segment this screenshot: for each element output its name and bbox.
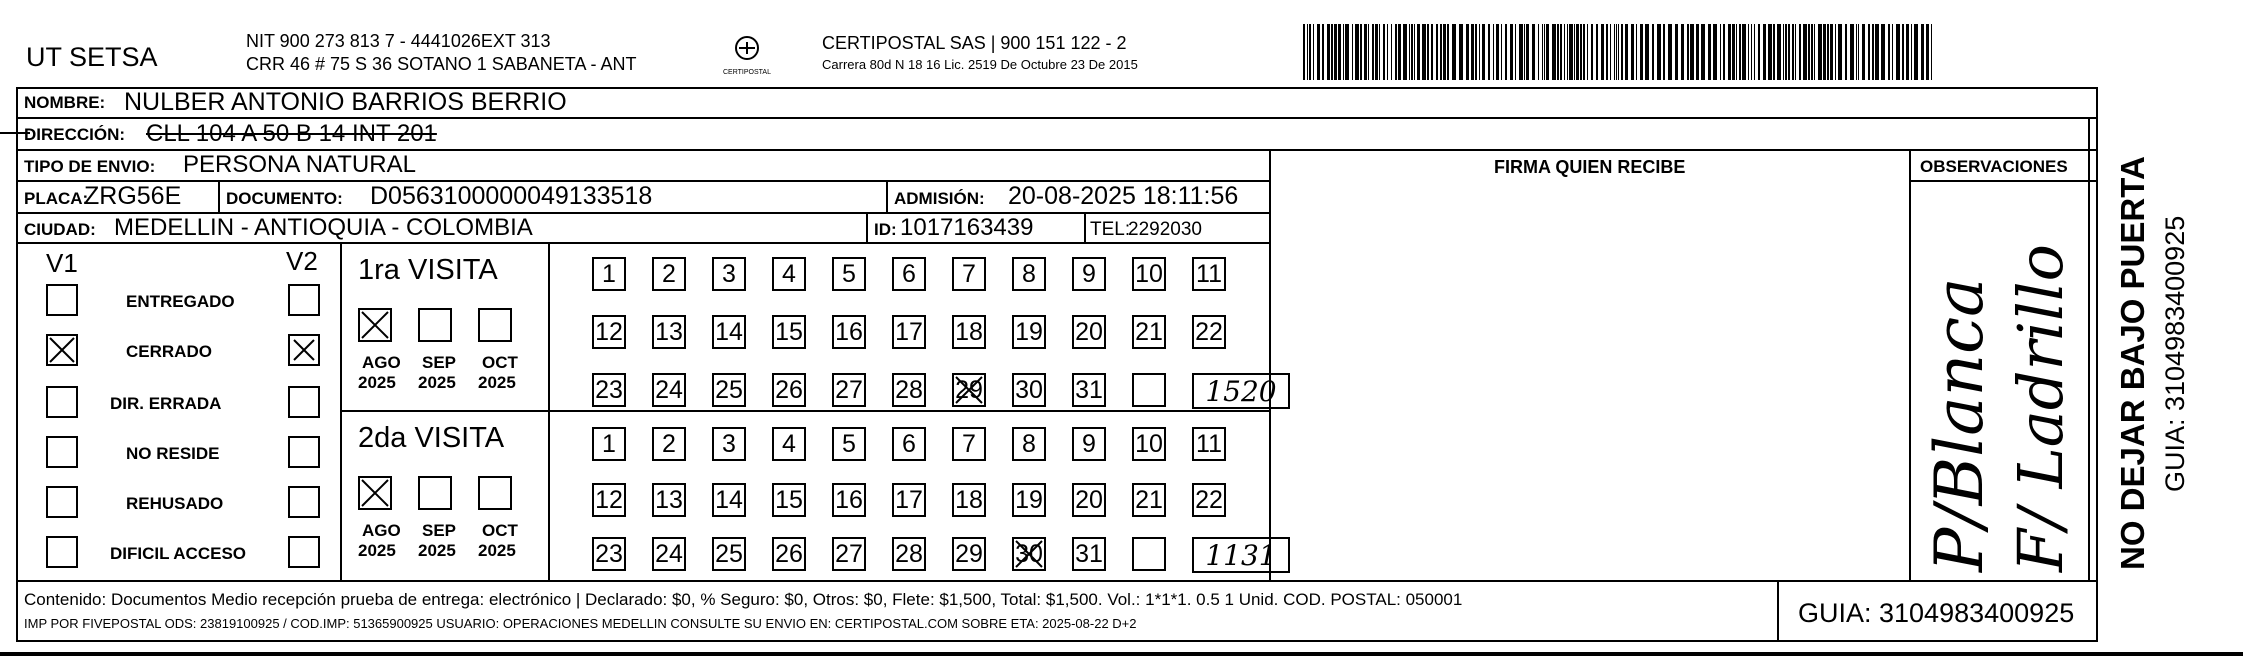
status-label: DIFICIL ACCESO bbox=[110, 544, 247, 563]
tipo-envio-value: PERSONA NATURAL bbox=[183, 151, 416, 178]
month-label: AGO bbox=[362, 521, 401, 540]
day-box[interactable]: 1 bbox=[592, 257, 626, 291]
day-box[interactable]: 2 bbox=[652, 427, 686, 461]
visit-time-box[interactable]: 1520 bbox=[1192, 373, 1290, 409]
firma-header: FIRMA QUIEN RECIBE bbox=[1494, 157, 1686, 177]
v2-checkbox[interactable] bbox=[288, 486, 320, 518]
day-box[interactable]: 28 bbox=[892, 373, 926, 407]
ciudad-label: CIUDAD: bbox=[24, 220, 96, 239]
observaciones-header: OBSERVACIONES bbox=[1920, 157, 2068, 176]
v2-checkbox[interactable] bbox=[288, 334, 320, 366]
year-label: 2025 bbox=[478, 541, 516, 560]
day-box[interactable]: 29 bbox=[952, 373, 986, 407]
day-box[interactable]: 31 bbox=[1072, 537, 1106, 571]
documento-label: DOCUMENTO: bbox=[226, 189, 343, 208]
day-box[interactable]: 30 bbox=[1012, 373, 1046, 407]
day-box[interactable]: 29 bbox=[952, 537, 986, 571]
v2-checkbox[interactable] bbox=[288, 536, 320, 568]
day-box[interactable]: 20 bbox=[1072, 483, 1106, 517]
nit-line-2: CRR 46 # 75 S 36 SOTANO 1 SABANETA - ANT bbox=[246, 54, 637, 74]
day-box[interactable]: 8 bbox=[1012, 257, 1046, 291]
certipostal-logo bbox=[712, 34, 782, 80]
day-box[interactable]: 11 bbox=[1192, 257, 1226, 291]
month-checkbox[interactable] bbox=[358, 476, 392, 510]
year-label: 2025 bbox=[358, 373, 396, 392]
status-label: DIR. ERRADA bbox=[110, 394, 222, 413]
year-label: 2025 bbox=[478, 373, 516, 392]
day-box[interactable]: 5 bbox=[832, 257, 866, 291]
day-box[interactable]: 17 bbox=[892, 483, 926, 517]
day-box[interactable]: 1 bbox=[592, 427, 626, 461]
admision-label: ADMISIÓN: bbox=[894, 189, 985, 208]
status-label: ENTREGADO bbox=[126, 292, 235, 311]
day-box[interactable] bbox=[1132, 373, 1166, 407]
barcode bbox=[1303, 24, 1938, 80]
status-label: REHUSADO bbox=[126, 494, 224, 513]
nombre-value: NULBER ANTONIO BARRIOS BERRIO bbox=[124, 88, 567, 116]
v1-checkbox[interactable] bbox=[46, 436, 78, 468]
day-box[interactable]: 22 bbox=[1192, 483, 1226, 517]
month-checkbox[interactable] bbox=[418, 476, 452, 510]
v1-checkbox[interactable] bbox=[46, 536, 78, 568]
day-box[interactable]: 30 bbox=[1012, 537, 1046, 571]
day-box[interactable]: 19 bbox=[1012, 315, 1046, 349]
day-box[interactable]: 10 bbox=[1132, 427, 1166, 461]
day-box[interactable]: 27 bbox=[832, 537, 866, 571]
day-box[interactable]: 22 bbox=[1192, 315, 1226, 349]
direccion-value: CLL 104 A 50 B 14 INT 201 bbox=[146, 120, 437, 147]
day-box[interactable]: 17 bbox=[892, 315, 926, 349]
direccion-label: DIRECCIÓN: bbox=[24, 125, 126, 144]
admision-value: 20-08-2025 18:11:56 bbox=[1008, 182, 1239, 210]
v1-checkbox[interactable] bbox=[46, 284, 78, 316]
day-box[interactable]: 8 bbox=[1012, 427, 1046, 461]
day-box[interactable] bbox=[1132, 537, 1166, 571]
day-box[interactable]: 21 bbox=[1132, 483, 1166, 517]
placa-label: PLACA: bbox=[24, 189, 89, 208]
day-box[interactable]: 2 bbox=[652, 257, 686, 291]
day-box[interactable]: 25 bbox=[712, 373, 746, 407]
second-visit-title: 2da VISITA bbox=[358, 422, 505, 454]
month-checkbox[interactable] bbox=[478, 308, 512, 342]
v2-header: V2 bbox=[286, 246, 318, 276]
day-box[interactable]: 23 bbox=[592, 537, 626, 571]
footer-guia: GUIA: 3104983400925 bbox=[1798, 598, 2075, 628]
day-box[interactable]: 26 bbox=[772, 373, 806, 407]
company-name: UT SETSA bbox=[26, 42, 158, 72]
v2-checkbox[interactable] bbox=[288, 386, 320, 418]
day-box[interactable]: 9 bbox=[1072, 427, 1106, 461]
v1-checkbox[interactable] bbox=[46, 386, 78, 418]
day-box[interactable]: 12 bbox=[592, 315, 626, 349]
v1-header: V1 bbox=[46, 248, 78, 278]
day-box[interactable]: 3 bbox=[712, 257, 746, 291]
day-box[interactable]: 27 bbox=[832, 373, 866, 407]
day-box[interactable]: 28 bbox=[892, 537, 926, 571]
month-label: AGO bbox=[362, 353, 401, 372]
day-box[interactable]: 5 bbox=[832, 427, 866, 461]
day-box[interactable]: 31 bbox=[1072, 373, 1106, 407]
day-box[interactable]: 7 bbox=[952, 257, 986, 291]
day-box[interactable]: 12 bbox=[592, 483, 626, 517]
day-box[interactable]: 4 bbox=[772, 257, 806, 291]
svg-text:F/ Ladrillo: F/ Ladrillo bbox=[2004, 244, 2077, 572]
svg-text:P/Blanca: P/Blanca bbox=[1921, 277, 1998, 572]
day-box[interactable]: 14 bbox=[712, 483, 746, 517]
ciudad-value: MEDELLIN - ANTIOQUIA - COLOMBIA bbox=[114, 214, 533, 241]
observaciones-handwriting bbox=[1912, 184, 2086, 578]
day-box[interactable]: 7 bbox=[952, 427, 986, 461]
certipostal-line-1: CERTIPOSTAL SAS | 900 151 122 - 2 bbox=[822, 33, 1127, 53]
documento-value: D0563100000049133518 bbox=[370, 182, 653, 210]
footer-line-1: Contenido: Documentos Medio recepción prueba de entrega: electrónico | Declarado: $0, % Seguro: $0, Otros: $0, Flete: $1,500, Total: $1,500. Vol.: 1*1*1. 0.5 1 Unid. COD. POSTAL: 050001 bbox=[24, 590, 1463, 609]
month-checkbox[interactable] bbox=[478, 476, 512, 510]
day-box[interactable]: 10 bbox=[1132, 257, 1166, 291]
day-box[interactable]: 14 bbox=[712, 315, 746, 349]
status-label: NO RESIDE bbox=[126, 444, 220, 463]
tel-label: TEL: bbox=[1090, 219, 1131, 240]
day-box[interactable]: 3 bbox=[712, 427, 746, 461]
year-label: 2025 bbox=[418, 541, 456, 560]
svg-text:GUIA: 3104983400925: GUIA: 3104983400925 bbox=[2160, 215, 2190, 492]
id-value: 1017163439 bbox=[900, 214, 1034, 241]
day-box[interactable]: 11 bbox=[1192, 427, 1226, 461]
day-box[interactable]: 15 bbox=[772, 315, 806, 349]
day-box[interactable]: 13 bbox=[652, 483, 686, 517]
day-box[interactable]: 24 bbox=[652, 537, 686, 571]
v1-checkbox[interactable] bbox=[46, 334, 78, 366]
day-box[interactable]: 15 bbox=[772, 483, 806, 517]
month-checkbox[interactable] bbox=[418, 308, 452, 342]
status-label: CERRADO bbox=[126, 342, 212, 361]
day-box[interactable]: 16 bbox=[832, 315, 866, 349]
day-box[interactable]: 9 bbox=[1072, 257, 1106, 291]
day-box[interactable]: 6 bbox=[892, 427, 926, 461]
month-checkbox[interactable] bbox=[358, 308, 392, 342]
day-box[interactable]: 6 bbox=[892, 257, 926, 291]
day-box[interactable]: 18 bbox=[952, 315, 986, 349]
certipostal-line-2: Carrera 80d N 18 16 Lic. 2519 De Octubre 23 De 2015 bbox=[822, 57, 1138, 72]
svg-text:NO DEJAR BAJO PUERTA: NO DEJAR BAJO PUERTA bbox=[2114, 156, 2151, 570]
first-visit-title: 1ra VISITA bbox=[358, 254, 498, 286]
month-label: SEP bbox=[422, 353, 457, 372]
year-label: 2025 bbox=[418, 373, 456, 392]
placa-value: ZRG56E bbox=[84, 182, 182, 210]
month-label: SEP bbox=[422, 521, 457, 540]
side-vertical-text bbox=[2100, 108, 2240, 578]
tipo-envio-label: TIPO DE ENVIO: bbox=[24, 157, 156, 176]
day-box[interactable]: 4 bbox=[772, 427, 806, 461]
day-box[interactable]: 18 bbox=[952, 483, 986, 517]
month-label: OCT bbox=[482, 353, 518, 372]
v2-checkbox[interactable] bbox=[288, 436, 320, 468]
day-box[interactable]: 13 bbox=[652, 315, 686, 349]
month-label: OCT bbox=[482, 521, 518, 540]
v2-checkbox[interactable] bbox=[288, 284, 320, 316]
day-box[interactable]: 21 bbox=[1132, 315, 1166, 349]
day-box[interactable]: 20 bbox=[1072, 315, 1106, 349]
day-box[interactable]: 19 bbox=[1012, 483, 1046, 517]
footer-line-2: IMP POR FIVEPOSTAL ODS: 23819100925 / COD.IMP: 51365900925 USUARIO: OPERACIONES MEDELLIN CONSULTE SU ENVIO EN: CERTIPOSTAL.COM SOBRE ETA: 2025-08-22 D+2 bbox=[24, 616, 1137, 631]
tel-value: 2292030 bbox=[1128, 219, 1202, 240]
day-box[interactable]: 24 bbox=[652, 373, 686, 407]
day-box[interactable]: 26 bbox=[772, 537, 806, 571]
day-box[interactable]: 25 bbox=[712, 537, 746, 571]
id-label: ID: bbox=[874, 220, 897, 239]
visit-time-box[interactable]: 1131 bbox=[1192, 537, 1290, 573]
v1-checkbox[interactable] bbox=[46, 486, 78, 518]
nombre-label: NOMBRE: bbox=[24, 93, 106, 112]
day-box[interactable]: 16 bbox=[832, 483, 866, 517]
nit-line-1: NIT 900 273 813 7 - 4441026EXT 313 bbox=[246, 31, 551, 51]
day-box[interactable]: 23 bbox=[592, 373, 626, 407]
svg-text:CERTIPOSTAL: CERTIPOSTAL bbox=[723, 69, 771, 76]
year-label: 2025 bbox=[358, 541, 396, 560]
